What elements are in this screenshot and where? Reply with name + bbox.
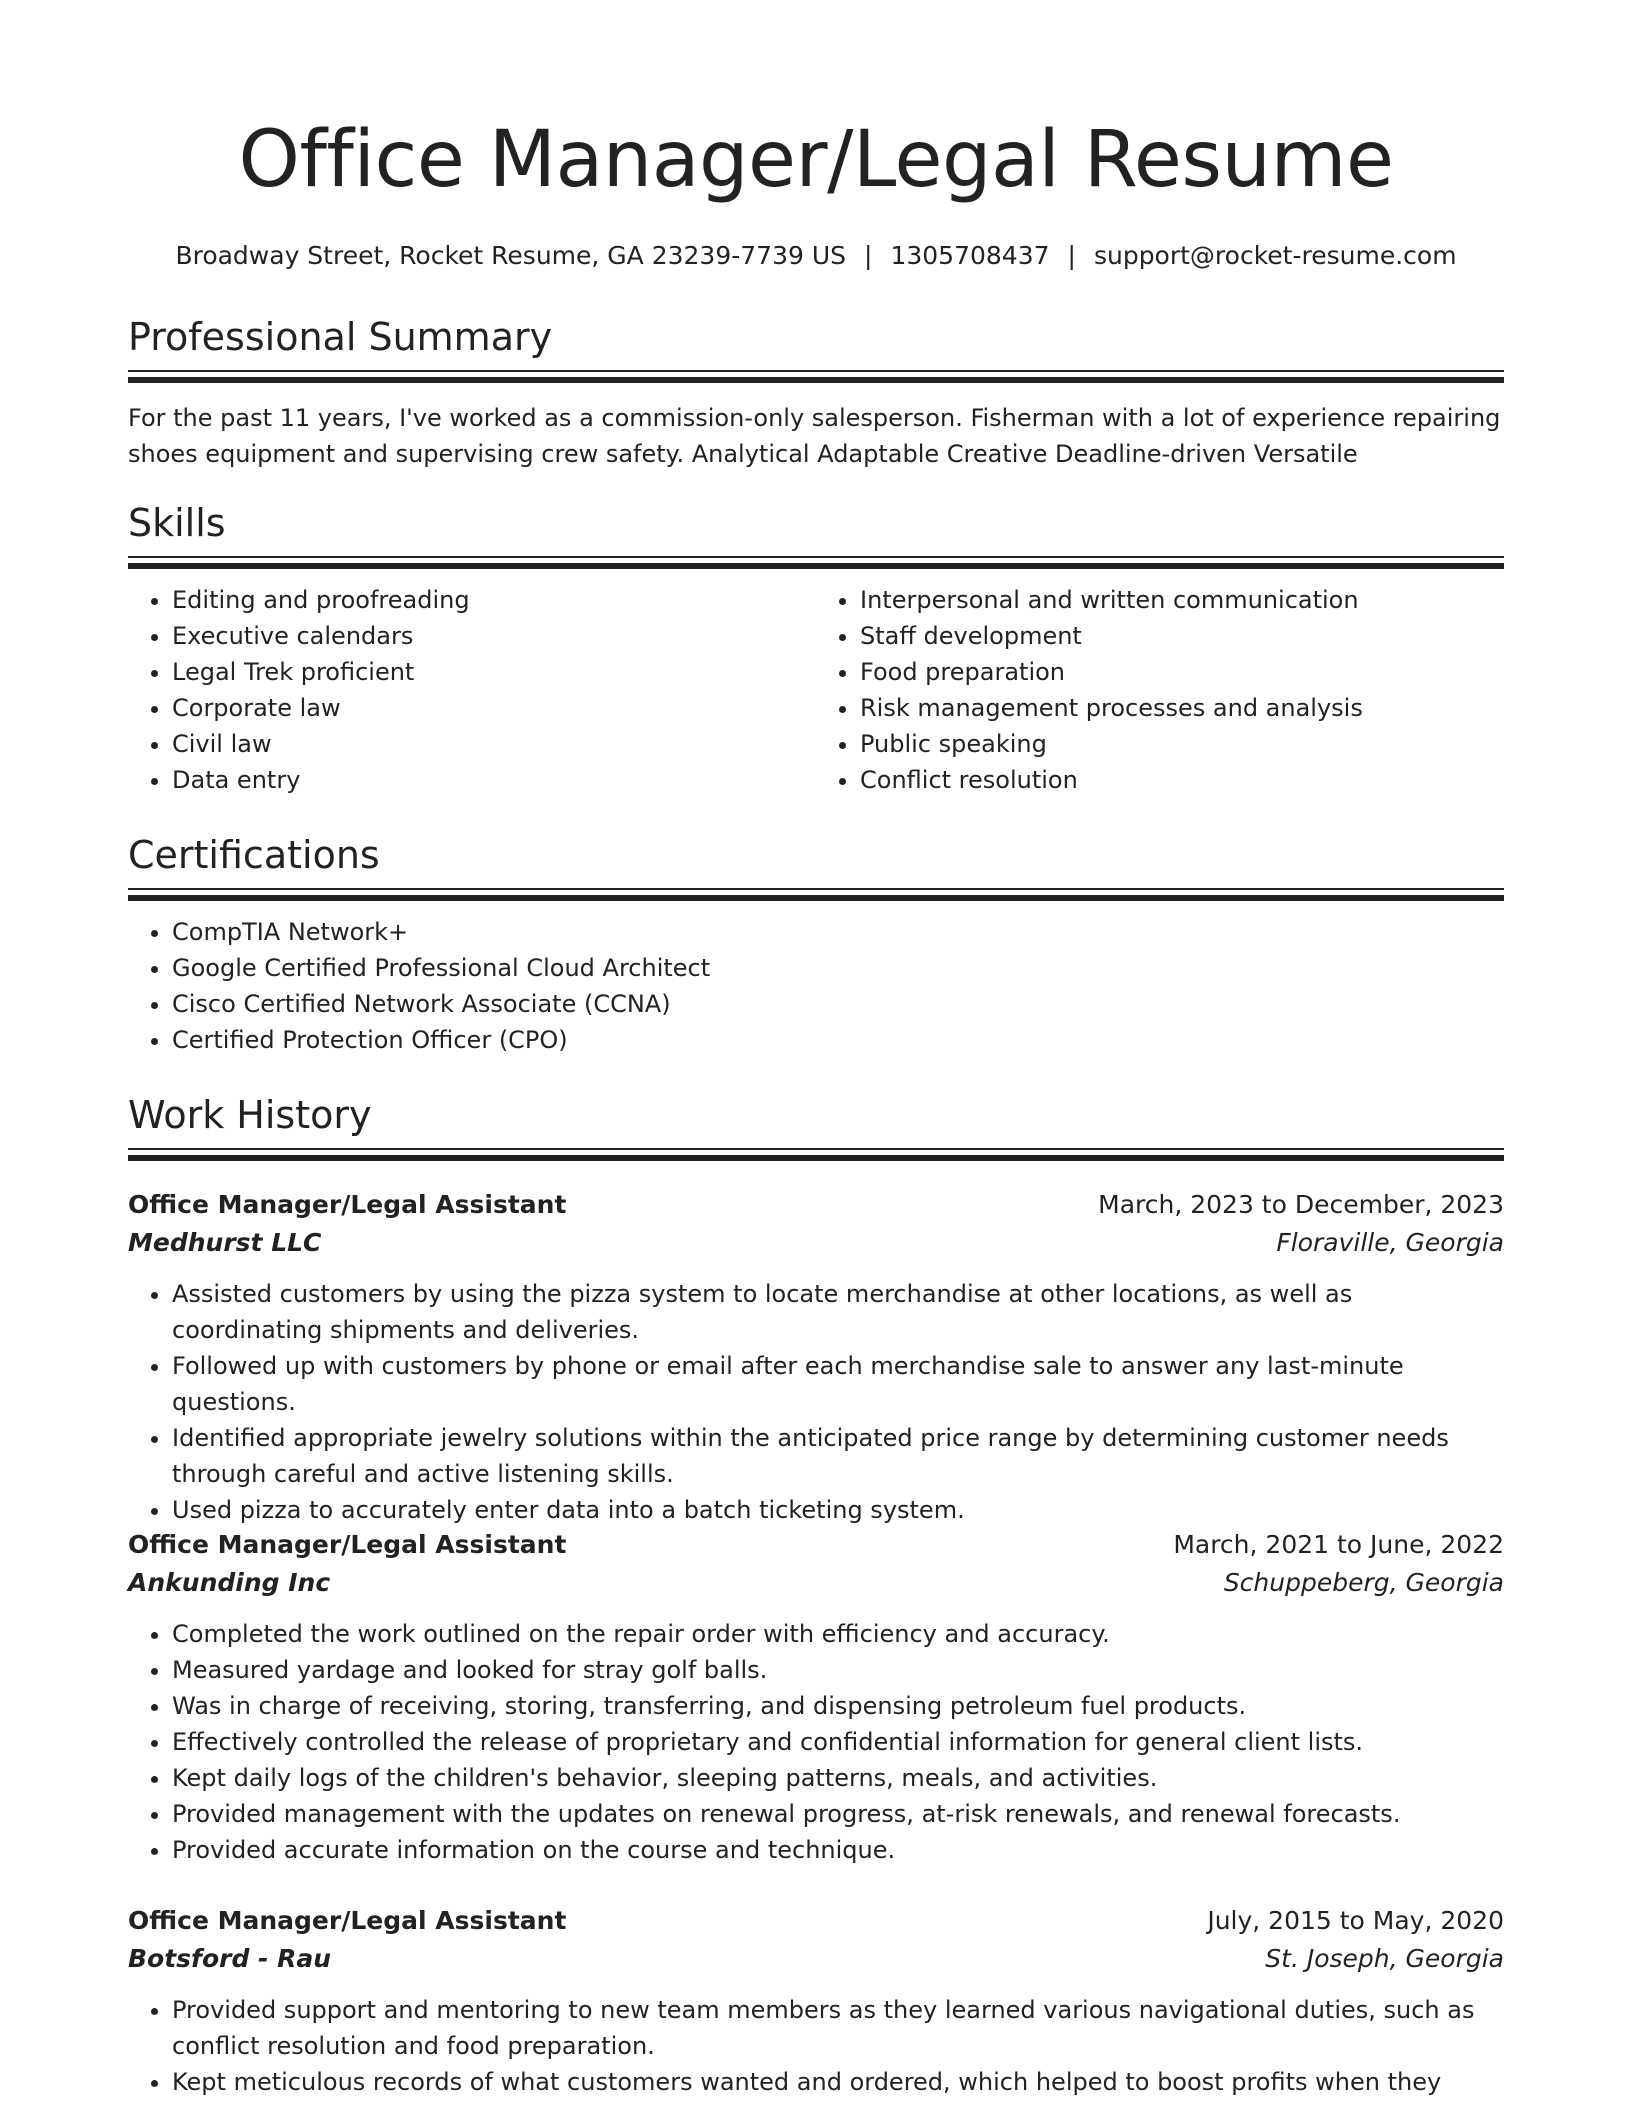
skill-item: • Staff development (860, 618, 1504, 654)
job-bullet: • Measured yardage and looked for stray golf balls. (172, 1652, 1504, 1688)
summary-section (128, 312, 1504, 472)
skills-section (128, 498, 1504, 798)
contact-separator: | (1067, 241, 1076, 270)
skill-item: • Conflict resolution (860, 762, 1504, 798)
job-dates: March, 2023 to December, 2023 (1098, 1190, 1504, 1219)
certification-item: • Google Certified Professional Cloud Architect (172, 950, 1504, 986)
job-bullet: • Used pizza to accurately enter data into a batch ticketing system. (172, 1492, 1504, 1528)
job-subheader-row (128, 1940, 1504, 1978)
job-bullet: • Was in charge of receiving, storing, transferring, and dispensing petroleum fuel products. (172, 1688, 1504, 1724)
job-bullet: • Provided support and mentoring to new team members as they learned various navigational duties, such as conflict resolution and food preparation. (172, 1992, 1504, 2064)
job-subheader-row (128, 1564, 1504, 1602)
job-location: Schuppeberg, Georgia (1223, 1568, 1504, 1597)
skill-item: • Risk management processes and analysis (860, 690, 1504, 726)
resume-title: Office Manager/Legal Resume (238, 115, 1394, 205)
job-bullet: • Provided management with the updates on renewal progress, at-risk renewals, and renewal forecasts. (172, 1796, 1504, 1832)
certification-item: • CompTIA Network+ (172, 914, 1504, 950)
skills-heading: Skills (128, 501, 226, 545)
job-subheader-row (128, 1224, 1504, 1262)
section-divider (128, 1148, 1504, 1162)
skill-item: • Interpersonal and written communication (860, 582, 1504, 618)
skills-list-right (816, 582, 1504, 798)
job-bullets (128, 1616, 1504, 1868)
certification-item: • Certified Protection Officer (CPO) (172, 1022, 1504, 1058)
job-title: Office Manager/Legal Assistant (128, 1906, 567, 1935)
skill-item: • Editing and proofreading (172, 582, 816, 618)
job-dates: March, 2021 to June, 2022 (1173, 1530, 1504, 1559)
job-bullet: • Kept meticulous records of what customers wanted and ordered, which helped to boost profits when they (172, 2064, 1504, 2100)
contact-line (128, 238, 1504, 274)
skills-columns (128, 582, 1504, 798)
certification-item: • Cisco Certified Network Associate (CCNA) (172, 986, 1504, 1022)
section-divider (128, 556, 1504, 570)
skill-item: • Civil law (172, 726, 816, 762)
job-location: Floraville, Georgia (1276, 1228, 1504, 1257)
contact-separator: | (864, 241, 873, 270)
job-bullet: • Completed the work outlined on the repair order with efficiency and accuracy. (172, 1616, 1504, 1652)
contact-address: Broadway Street, Rocket Resume, GA 23239-7739 US (175, 241, 847, 270)
work-history-heading: Work History (128, 1093, 372, 1137)
job-entry (128, 1902, 1504, 2100)
job-bullet: • Kept daily logs of the children's behavior, sleeping patterns, meals, and activities. (172, 1760, 1504, 1796)
job-location: St. Joseph, Georgia (1265, 1944, 1504, 1973)
job-bullet: • Identified appropriate jewelry solutions within the anticipated price range by determining customer needs through careful and active listening skills. (172, 1420, 1504, 1492)
job-header-row (128, 1902, 1504, 1940)
skill-item: • Executive calendars (172, 618, 816, 654)
certifications-section (128, 830, 1504, 1058)
contact-phone[interactable]: 1305708437 (890, 241, 1050, 270)
job-company: Botsford - Rau (128, 1944, 332, 1973)
job-company: Medhurst LLC (128, 1228, 322, 1257)
skill-item: • Corporate law (172, 690, 816, 726)
section-divider (128, 370, 1504, 384)
certifications-heading: Certifications (128, 833, 380, 877)
job-entry (128, 1526, 1504, 1868)
job-bullet: • Provided accurate information on the course and technique. (172, 1832, 1504, 1868)
certifications-list (128, 914, 1504, 1058)
summary-text: For the past 11 years, I've worked as a commission-only salesperson. Fisherman with a lot of experience repairing shoes equipment and supervising crew safety. Analytical Adaptable Creative Deadline-driven Versatile (128, 404, 1501, 468)
contact-email[interactable]: support@rocket-resume.com (1093, 241, 1457, 270)
work-history-section (128, 1090, 1504, 1162)
skills-list-left (128, 582, 816, 798)
job-bullet: • Effectively controlled the release of proprietary and confidential information for general client lists. (172, 1724, 1504, 1760)
job-entry (128, 1186, 1504, 1528)
job-header-row (128, 1186, 1504, 1224)
job-company: Ankunding Inc (128, 1568, 331, 1597)
summary-heading: Professional Summary (128, 315, 553, 359)
skill-item: • Food preparation (860, 654, 1504, 690)
job-bullet: • Followed up with customers by phone or email after each merchandise sale to answer any last-minute questions. (172, 1348, 1504, 1420)
skill-item: • Data entry (172, 762, 816, 798)
skill-item: • Legal Trek proficient (172, 654, 816, 690)
job-header-row (128, 1526, 1504, 1564)
job-title: Office Manager/Legal Assistant (128, 1190, 567, 1219)
job-bullets (128, 1276, 1504, 1528)
job-bullet: • Assisted customers by using the pizza system to locate merchandise at other locations, as well as coordinating shipments and deliveries. (172, 1276, 1504, 1348)
skill-item: • Public speaking (860, 726, 1504, 762)
job-title: Office Manager/Legal Assistant (128, 1530, 567, 1559)
section-divider (128, 888, 1504, 902)
job-bullets (128, 1992, 1504, 2100)
job-dates: July, 2015 to May, 2020 (1207, 1906, 1504, 1935)
